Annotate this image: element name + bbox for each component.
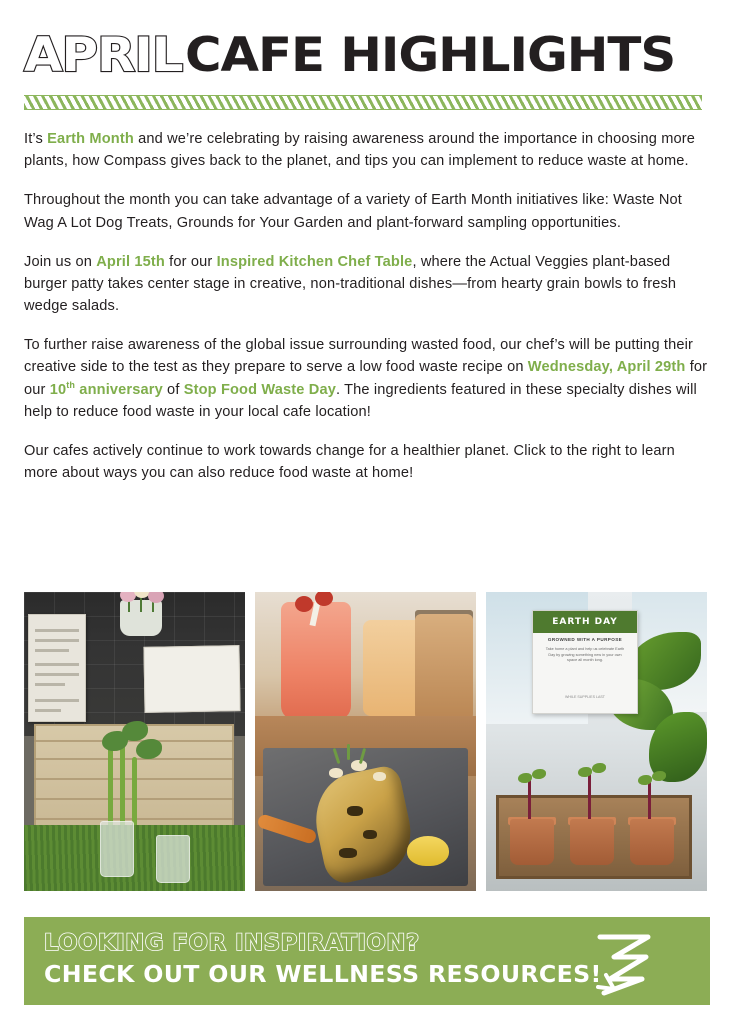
seedling-stem [648, 781, 651, 819]
drinking-glass [100, 821, 134, 877]
highlight-earth-month: Earth Month [47, 131, 134, 147]
paragraph-5: Our cafes actively continue to work towards change for a healthier planet. Click to the right to learn more about ways you can also reduce food waste at home! [24, 442, 675, 482]
earth-day-sign-subtitle: GROWNED WITH A PURPOSE [547, 637, 623, 642]
lemon-wedge [407, 836, 449, 866]
microgreen-garnish [347, 744, 350, 760]
page-title [24, 0, 709, 83]
body-copy [24, 128, 710, 484]
anniversary-number: 10 [49, 381, 67, 398]
photo-strip [24, 592, 707, 891]
artificial-grass [24, 825, 245, 891]
cta-subheadline: CHECK OUT OUR WELLNESS RESOURCES! [44, 962, 602, 989]
hatched-divider [24, 95, 702, 110]
anniversary-word: anniversary [75, 381, 163, 398]
paragraph-2: Throughout the month you can take advantage of a variety of Earth Month initiatives like: Waste Not Wag A Lot Dog Treats, Grounds for Your Garden and plant-forward sampling opportunities. [24, 192, 683, 231]
p4-text-a: To further raise awareness of the global issue surrounding wasted food, our chef’s will be putting their creative side to the test as they prepare to serve a low food waste recipe on [24, 337, 694, 376]
cheese-crumble [329, 768, 343, 778]
seedling-stem [528, 779, 531, 819]
highlight-anniversary [49, 379, 163, 398]
p3-text-c: , where the Actual Veggies plant-based burger patty takes center stage in creative, non-traditional dishes—from hearty grain bowls to fresh wedge salads. [24, 253, 677, 315]
terracotta-pot [630, 819, 674, 865]
earth-day-sign-body: Take home a plant and help us celebrate Earth Day by growing something new in your own space all month long. [545, 647, 625, 663]
p1-text-b: and we’re celebrating by raising awareness around the importance in choosing more plants, how Compass gives back to the planet, and tips you can implement to reduce waste at home. [24, 131, 696, 170]
cafe-earth-month-display-photo [24, 592, 245, 891]
p4-text-d: . The ingredients featured in these specialty dishes will help to reduce food waste in your local cafe location! [24, 381, 697, 420]
wellness-resources-cta-banner[interactable] [24, 917, 710, 1005]
p3-text-b: for our [164, 253, 217, 270]
mason-jar-drink [415, 614, 473, 724]
highlight-april-15th: April 15th [96, 253, 165, 270]
drinking-glass [156, 835, 190, 883]
paragraph-3 [24, 251, 710, 318]
left-info-sign [28, 614, 86, 722]
earth-day-sign-header: EARTH DAY [533, 611, 637, 633]
page-title-main: CAFE HIGHLIGHTS [185, 28, 676, 83]
paragraph-1 [24, 128, 710, 172]
celery-stalk [120, 737, 125, 829]
p4-text-b: for our [24, 359, 708, 398]
cheese-crumble [373, 772, 386, 781]
highlight-stop-food-waste-day: Stop Food Waste Day [183, 381, 336, 398]
p3-text-a: Join us on [24, 253, 97, 270]
cta-headline: LOOKING FOR INSPIRATION? [44, 931, 420, 956]
scribble-arrow-mark [584, 927, 668, 997]
p1-text-a: It’s [24, 131, 48, 147]
earth-day-sign-footer: WHILE SUPPLIES LAST [565, 695, 605, 699]
celery-stalk [108, 747, 113, 831]
menu-card [143, 645, 240, 713]
anniversary-ordinal-suffix: th [66, 379, 76, 390]
highlight-wednesday-april-29th: Wednesday, April 29th [527, 359, 686, 376]
strawberry-garnish [295, 596, 313, 612]
orange-smoothie-glass [363, 620, 423, 716]
earth-day-sign [532, 610, 638, 714]
page-title-month: APRIL [24, 28, 183, 83]
earth-day-potted-plants-photo [486, 592, 707, 891]
terracotta-pot [570, 819, 614, 865]
plated-dish-and-smoothies-photo [255, 592, 476, 891]
paragraph-4 [24, 334, 710, 423]
terracotta-pot [510, 819, 554, 865]
seedling-stem [588, 773, 591, 819]
cta-text-block [44, 931, 602, 989]
p4-text-c: of [162, 381, 184, 398]
highlight-inspired-kitchen-chef-table: Inspired Kitchen Chef Table [216, 253, 413, 270]
